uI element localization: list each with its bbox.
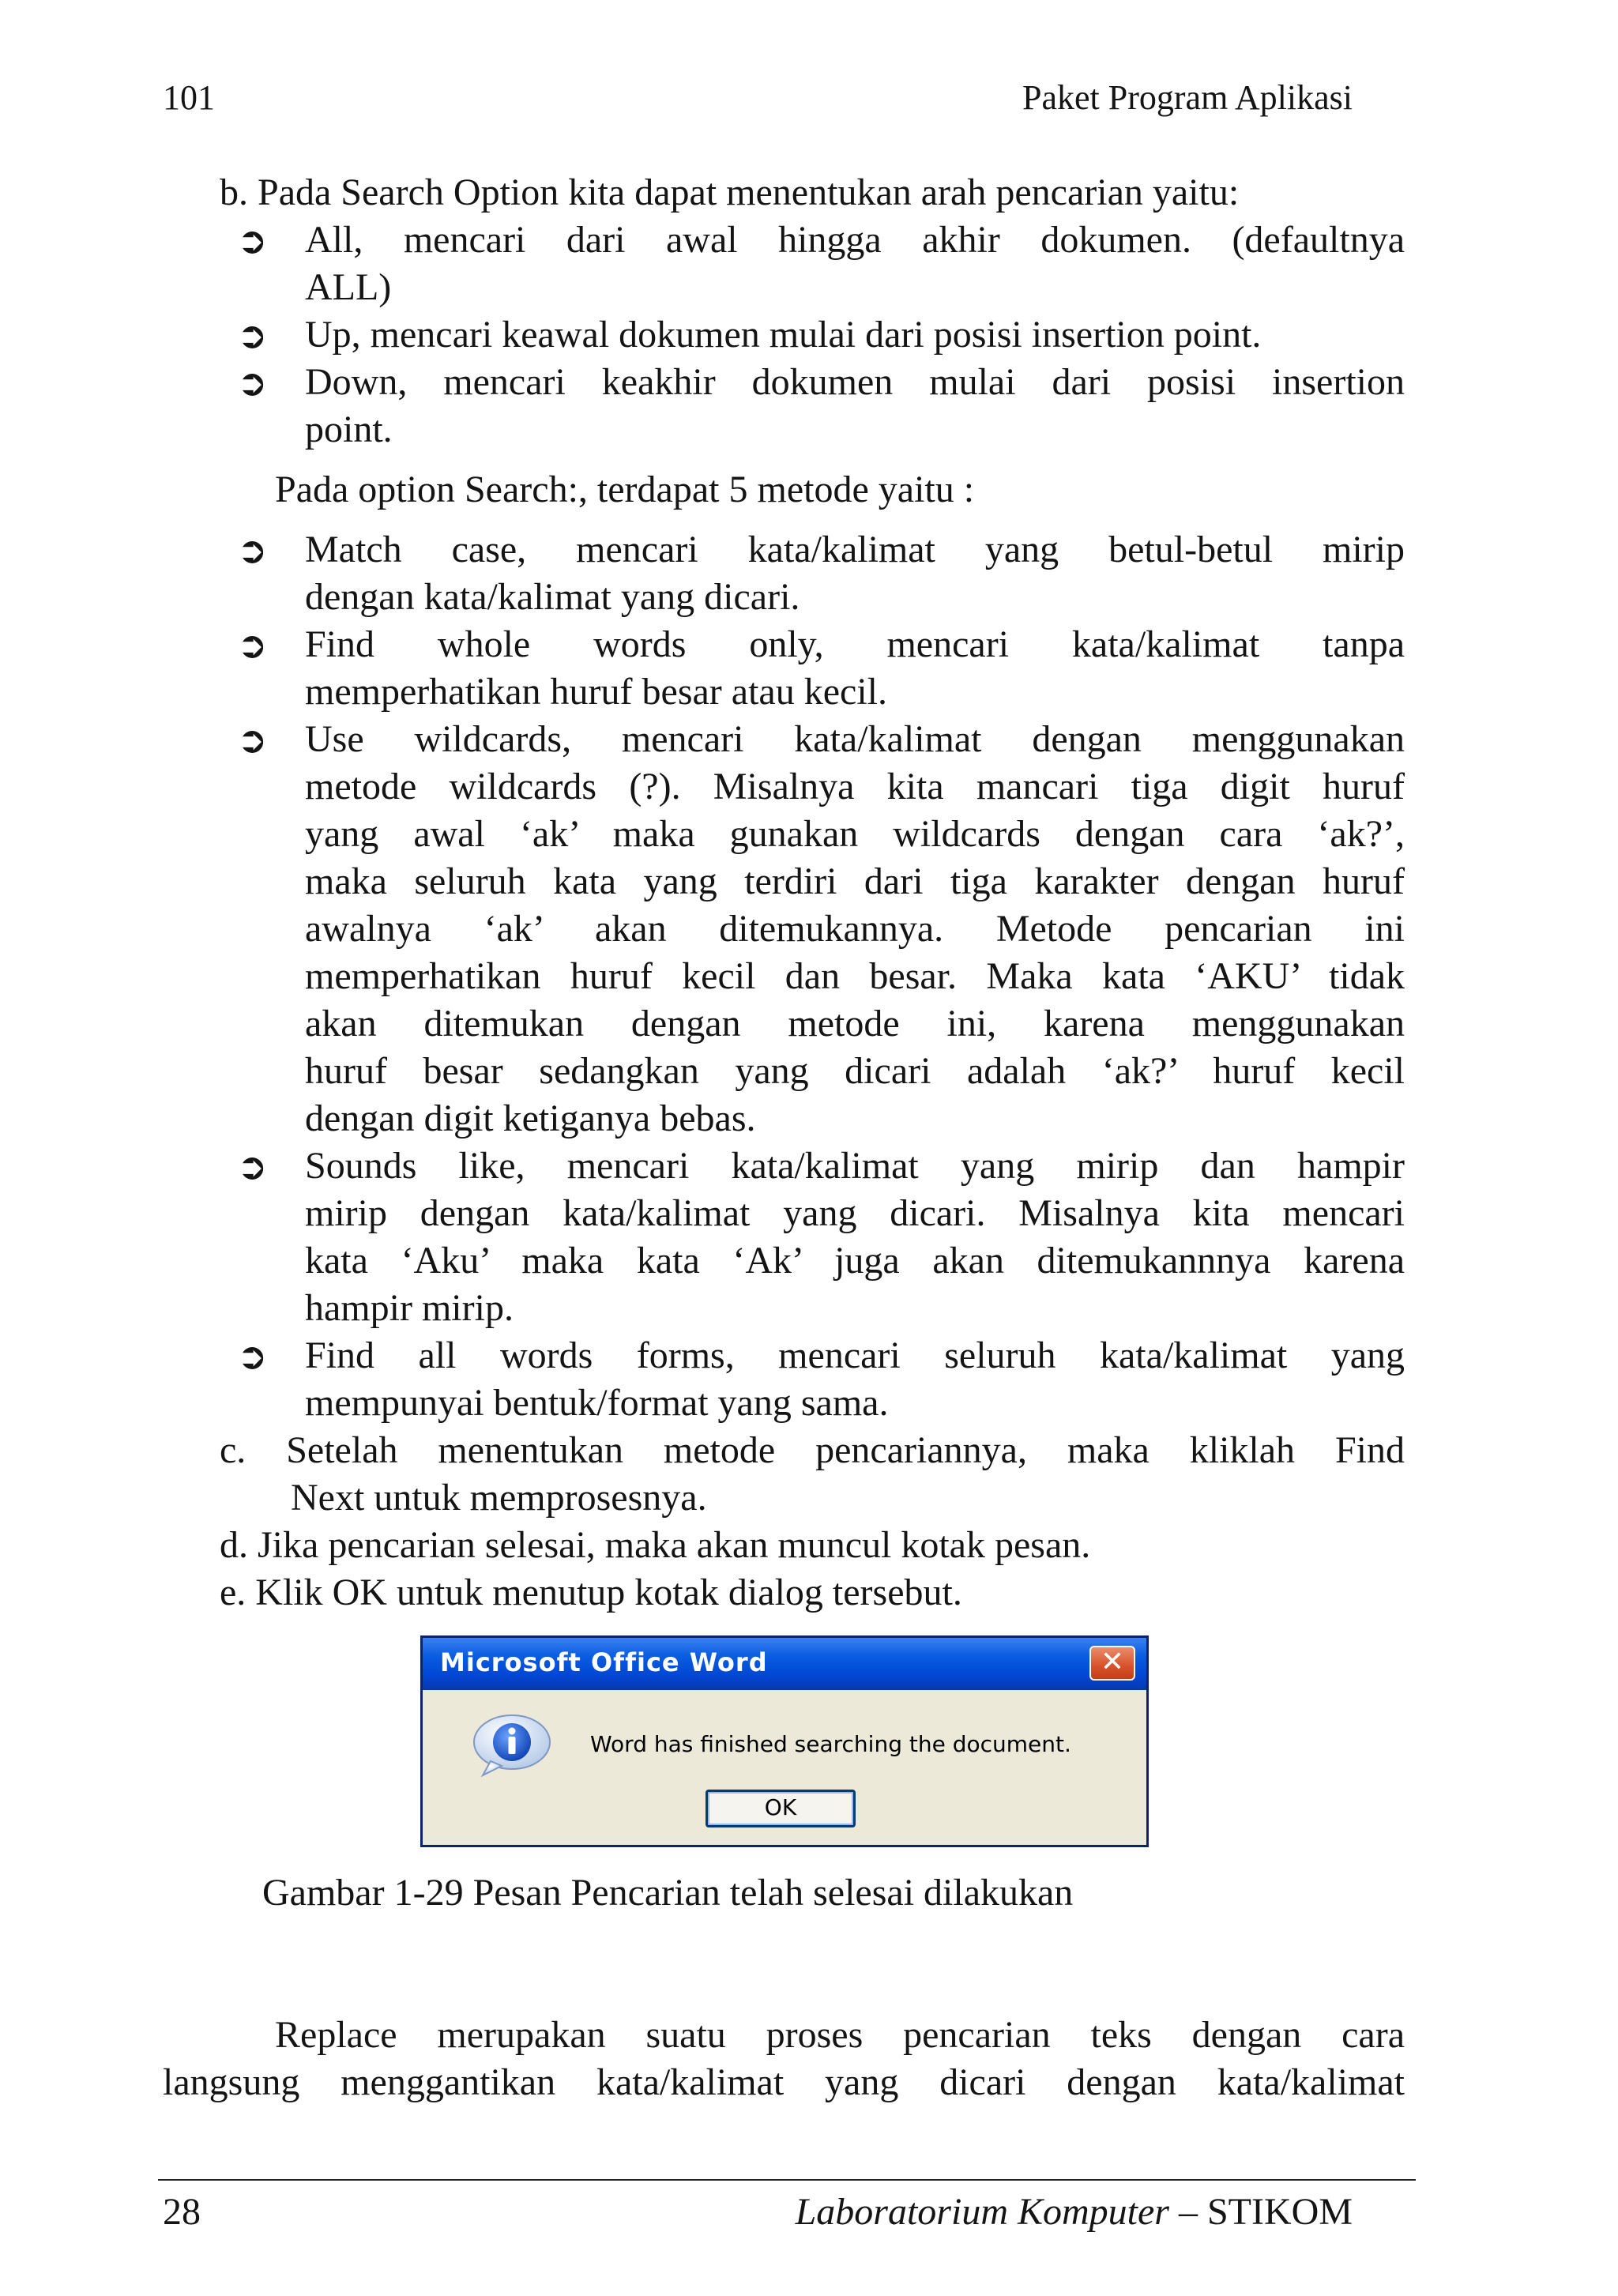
replace-paragraph-line-2: langsung menggantikan kata/kalimat yang dicari dengan kata/kalimat: [163, 2061, 1405, 2103]
method-wildcards-line-3: yang awal ‘ak’ maka gunakan wildcards dengan cara ‘ak?’,: [305, 813, 1405, 855]
dialog-message: Word has finished searching the document.: [590, 1731, 1071, 1757]
dir-up-line: Up, mencari keawal dokumen mulai dari posisi insertion point.: [305, 314, 1262, 356]
method-sounds-like-line-3: kata ‘Aku’ maka kata ‘Ak’ juga akan ditemukannnya karena: [305, 1240, 1405, 1282]
dir-all-line-2: ALL): [305, 266, 392, 308]
item-c-line-2: Next untuk memprosesnya.: [291, 1477, 707, 1519]
arrow-bullet-icon: ➲: [237, 529, 268, 571]
figure-caption: Gambar 1-29 Pesan Pencarian telah selesai dilakukan: [262, 1872, 1074, 1914]
arrow-bullet-icon: ➲: [237, 361, 268, 404]
arrow-bullet-icon: ➲: [237, 718, 268, 761]
page-footer: [163, 2190, 1353, 2238]
item-c-line-1: c. Setelah menentukan metode pencariannya, maka kliklah Find: [220, 1429, 1405, 1471]
page-header: [163, 77, 1353, 125]
method-match-case-line-2: dengan kata/kalimat yang dicari.: [305, 576, 800, 618]
arrow-bullet-icon: ➲: [237, 623, 268, 666]
header-title: Paket Program Aplikasi: [1022, 78, 1353, 117]
method-wildcards-line-6: memperhatikan huruf kecil dan besar. Maka kata ‘AKU’ tidak: [305, 955, 1405, 997]
arrow-bullet-icon: ➲: [237, 219, 268, 262]
footer-divider: [158, 2179, 1416, 2181]
message-dialog: [420, 1635, 1149, 1847]
dir-all-line-1: All, mencari dari awal hingga akhir dokumen. (defaultnya: [305, 219, 1405, 261]
method-wildcards-line-7: akan ditemukan dengan metode ini, karena menggunakan: [305, 1003, 1405, 1044]
methods-intro: Pada option Search:, terdapat 5 metode yaitu :: [275, 469, 975, 510]
method-wildcards-line-9: dengan digit ketiganya bebas.: [305, 1097, 756, 1139]
dialog-title: Microsoft Office Word: [440, 1647, 768, 1677]
method-whole-words-line-2: memperhatikan huruf besar atau kecil.: [305, 671, 888, 713]
item-b: b. Pada Search Option kita dapat menentukan arah pencarian yaitu:: [220, 171, 1240, 213]
method-word-forms-line-1: Find all words forms, mencari seluruh kata/kalimat yang: [305, 1334, 1405, 1376]
method-sounds-like-line-2: mirip dengan kata/kalimat yang dicari. Misalnya kita mencari: [305, 1192, 1405, 1234]
replace-paragraph-line-1: Replace merupakan suatu proses pencarian teks dengan cara: [275, 2014, 1405, 2056]
dir-down-line-1: Down, mencari keakhir dokumen mulai dari posisi insertion: [305, 361, 1405, 403]
method-wildcards-line-8: huruf besar sedangkan yang dicari adalah ‘ak?’ huruf kecil: [305, 1050, 1405, 1092]
arrow-bullet-icon: ➲: [237, 314, 268, 356]
footer-lab-name: [796, 2190, 1353, 2234]
item-d: d. Jika pencarian selesai, maka akan muncul kotak pesan.: [220, 1524, 1091, 1566]
method-wildcards-line-4: maka seluruh kata yang terdiri dari tiga karakter dengan huruf: [305, 860, 1405, 902]
footer-page-number: 28: [163, 2191, 201, 2233]
dialog-close-button[interactable]: [1089, 1646, 1135, 1681]
footer-lab-rest: – STIKOM: [1168, 2191, 1353, 2233]
close-icon: ✕: [1100, 1646, 1125, 1678]
method-whole-words-line-1: Find whole words only, mencari kata/kalimat tanpa: [305, 623, 1405, 665]
method-word-forms-line-2: mempunyai bentuk/format yang sama.: [305, 1382, 889, 1424]
ok-button[interactable]: OK: [706, 1790, 856, 1827]
header-page-number: 101: [163, 78, 215, 117]
arrow-bullet-icon: ➲: [237, 1334, 268, 1377]
footer-lab-italic: Laboratorium Komputer: [795, 2191, 1169, 2233]
method-sounds-like-line-1: Sounds like, mencari kata/kalimat yang mirip dan hampir: [305, 1145, 1405, 1187]
method-wildcards-line-5: awalnya ‘ak’ akan ditemukannya. Metode pencarian ini: [305, 908, 1405, 950]
method-sounds-like-line-4: hampir mirip.: [305, 1287, 514, 1329]
item-e: e. Klik OK untuk menutup kotak dialog tersebut.: [220, 1571, 962, 1613]
dir-down-line-2: point.: [305, 408, 393, 450]
method-wildcards-line-2: metode wildcards (?). Misalnya kita mancari tiga digit huruf: [305, 766, 1405, 807]
method-match-case-line-1: Match case, mencari kata/kalimat yang betul-betul mirip: [305, 529, 1405, 570]
method-wildcards-line-1: Use wildcards, mencari kata/kalimat dengan menggunakan: [305, 718, 1405, 760]
dialog-titlebar: [423, 1638, 1146, 1690]
info-icon: [470, 1711, 554, 1778]
arrow-bullet-icon: ➲: [237, 1145, 268, 1188]
